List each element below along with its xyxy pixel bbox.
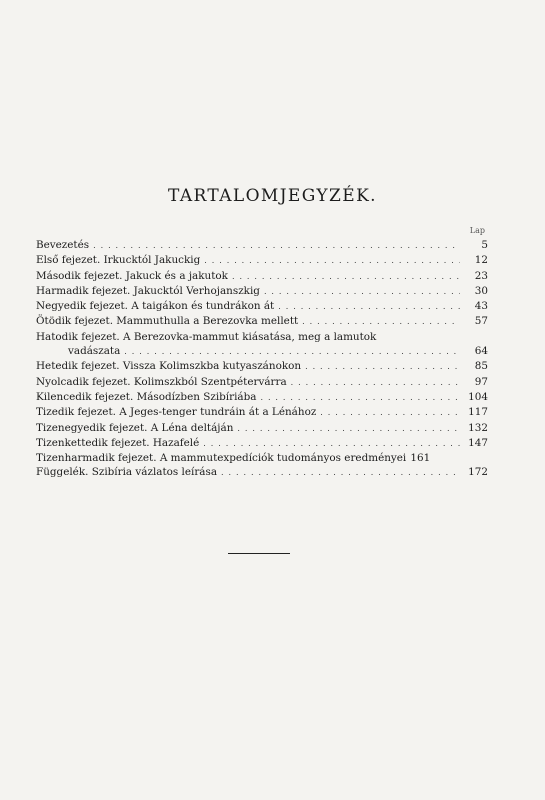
page-column-header: Lap: [469, 226, 485, 235]
toc-entry-page: 104: [468, 390, 488, 403]
dot-leader: [302, 315, 460, 329]
dot-leader: [237, 422, 460, 436]
toc-entry: [36, 284, 488, 299]
toc-entry-label: Tizenegyedik fejezet. A Léna deltáján: [36, 421, 234, 434]
toc-entry-label: Kilencedik fejezet. Másodízben Szibíriába: [36, 390, 257, 403]
toc-entry: [36, 269, 488, 284]
toc-entry-page: 97: [474, 375, 488, 388]
page-title: TARTALOMJEGYZÉK.: [168, 186, 377, 206]
toc-entry-label: Bevezetés: [36, 239, 90, 251]
toc-entry-page: 172: [468, 466, 488, 479]
toc-entry-label: Függelék. Szibíria vázlatos leírása: [36, 466, 218, 479]
dot-leader: [278, 300, 460, 314]
dot-leader: [305, 360, 460, 374]
toc-entry: [36, 405, 488, 420]
toc-entry-label: Ötödik fejezet. Mammuthulla a Berezovka mellett: [36, 315, 299, 328]
toc-entry: [36, 436, 488, 451]
dot-leader: [221, 466, 460, 480]
toc-entry-label: Második fejezet. Jakuck és a jakutok: [36, 269, 228, 282]
toc-entry: [36, 314, 488, 329]
dot-leader: [264, 285, 460, 299]
toc-entry: [36, 359, 488, 374]
dot-leader: [291, 376, 460, 390]
toc-entry-page: 12: [474, 254, 488, 267]
toc-entry-page: 23: [474, 269, 488, 282]
toc-entry: [36, 375, 488, 390]
toc-entry-label: vadászata: [68, 345, 121, 358]
dot-leader: [124, 345, 460, 359]
toc-entry-label: Hatodik fejezet. A Berezovka-mammut kiásatása, meg a lamutok: [36, 330, 377, 343]
toc-entry-page: 64: [474, 345, 488, 358]
toc-entry: [36, 253, 488, 268]
toc-entry-label: Első fejezet. Irkucktól Jakuckig: [36, 254, 201, 267]
toc-entry-label: Tizenharmadik fejezet. A mammutexpedíciók tudományos eredményei: [36, 452, 407, 465]
dot-leader: [204, 254, 460, 268]
toc-entry-page: 132: [468, 421, 488, 434]
toc-entry-page: 57: [474, 315, 488, 328]
dot-leader: [232, 270, 460, 284]
toc-entry-label: Tizenkettedik fejezet. Hazafelé: [36, 436, 200, 449]
toc-entry-page: 147: [468, 436, 488, 449]
toc-entry: [36, 465, 488, 480]
dot-leader: [260, 391, 460, 405]
closing-rule: [228, 553, 290, 554]
dot-leader: [320, 406, 460, 420]
toc-entry-continuation: [36, 344, 488, 359]
toc-entry-page: 30: [474, 284, 488, 297]
toc-entry: [36, 299, 488, 314]
toc-entry: [36, 451, 488, 465]
dot-leader: [203, 437, 460, 451]
toc-entry: [36, 330, 488, 344]
toc-entry: [36, 421, 488, 436]
toc-entry-label: Tizedik fejezet. A Jeges-tenger tundráin át a Lénához: [36, 406, 317, 419]
dot-leader: [93, 239, 460, 253]
toc-entry-page: 85: [474, 360, 488, 373]
toc-entry: [36, 238, 488, 253]
toc-entry-label: Harmadik fejezet. Jakucktól Verhojanszkig: [36, 284, 260, 297]
toc-entry-label: Hetedik fejezet. Vissza Kolimszkba kutyaszánokon: [36, 360, 302, 373]
table-of-contents: [36, 238, 488, 481]
toc-entry-page: 43: [474, 300, 488, 313]
toc-entry: [36, 390, 488, 405]
toc-entry-label: Negyedik fejezet. A taigákon és tundrákon át: [36, 300, 275, 313]
toc-entry-page: 161: [410, 452, 431, 465]
toc-entry-page: 5: [481, 239, 488, 251]
toc-entry-label: Nyolcadik fejezet. Kolimszkból Szentpétervárra: [36, 375, 287, 388]
toc-entry-page: 117: [468, 406, 488, 419]
